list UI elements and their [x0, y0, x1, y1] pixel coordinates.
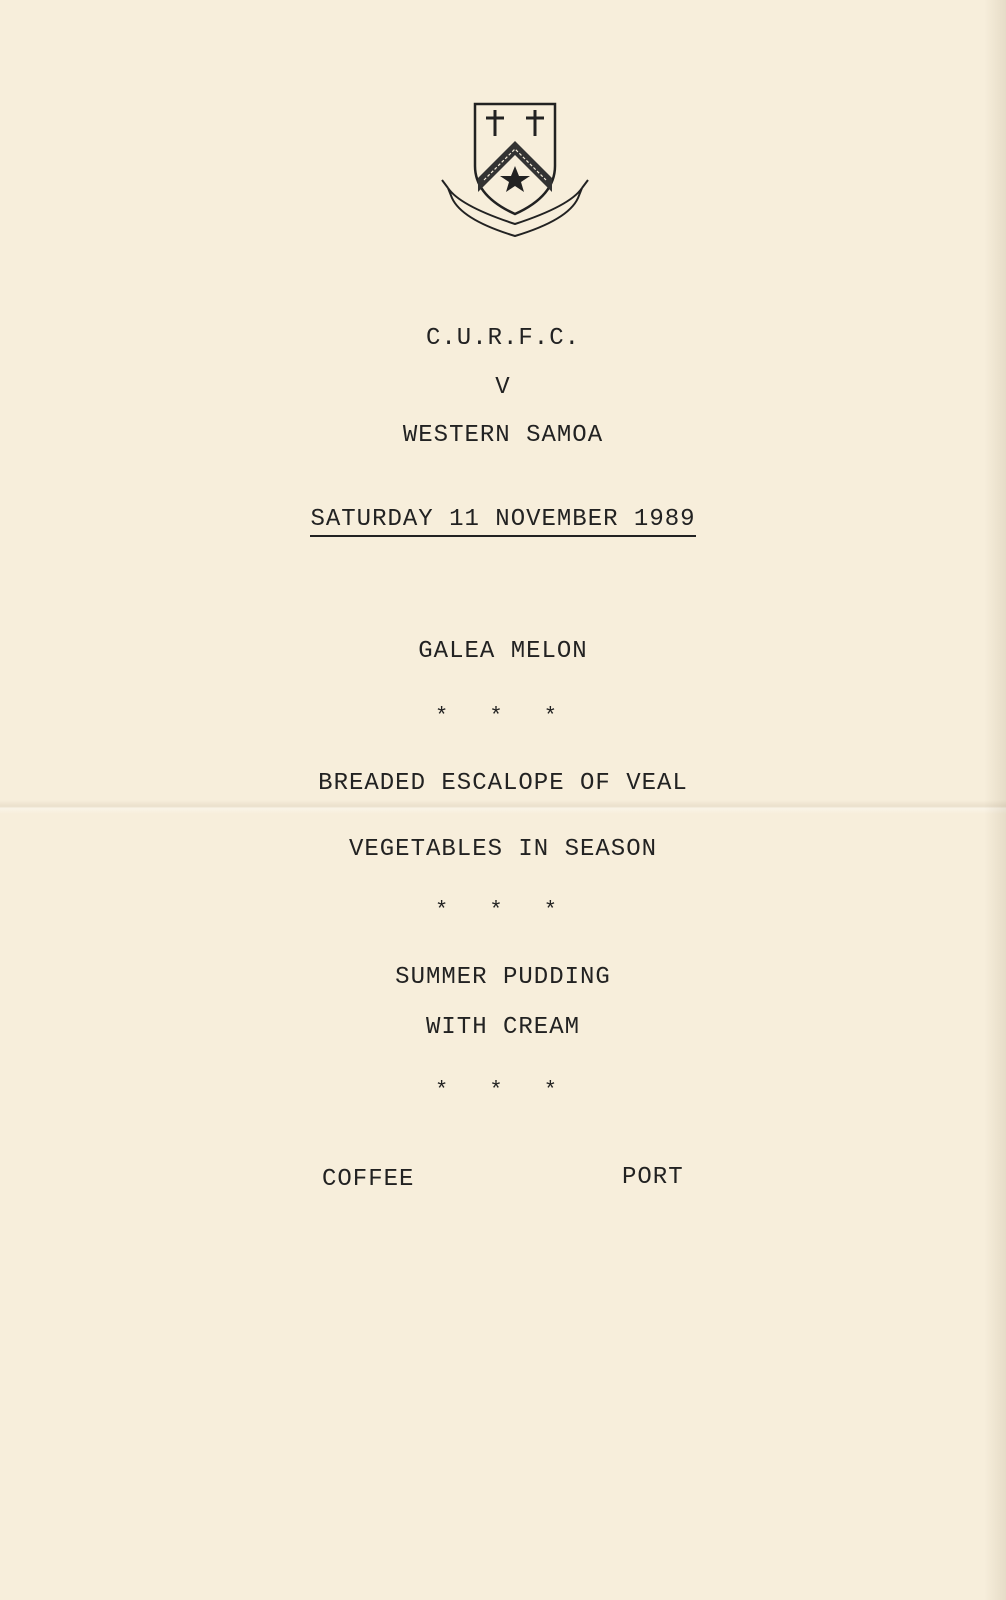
paper-edge-shadow	[984, 0, 1006, 1600]
paper-fold	[0, 800, 1006, 814]
versus-label: V	[495, 374, 511, 401]
course-vegetables: VEGETABLES IN SEASON	[348, 836, 658, 863]
course-dessert: SUMMER PUDDING	[395, 964, 611, 991]
course-separator: * * *	[434, 1078, 571, 1103]
course-separator: * * *	[434, 704, 571, 729]
drink-coffee: COFFEE	[322, 1166, 415, 1193]
drink-port: PORT	[622, 1164, 684, 1191]
match-date-line	[0, 506, 1006, 537]
course-dessert-note: WITH CREAM	[425, 1014, 581, 1041]
college-crest-icon	[440, 96, 590, 246]
match-date: SATURDAY 11 NOVEMBER 1989	[310, 506, 695, 537]
course-separator: * * *	[434, 898, 571, 923]
away-team: WESTERN SAMOA	[402, 422, 604, 449]
home-team: C.U.R.F.C.	[425, 325, 581, 352]
course-main: BREADED ESCALOPE OF VEAL	[318, 770, 688, 797]
course-starter: GALEA MELON	[418, 638, 588, 665]
